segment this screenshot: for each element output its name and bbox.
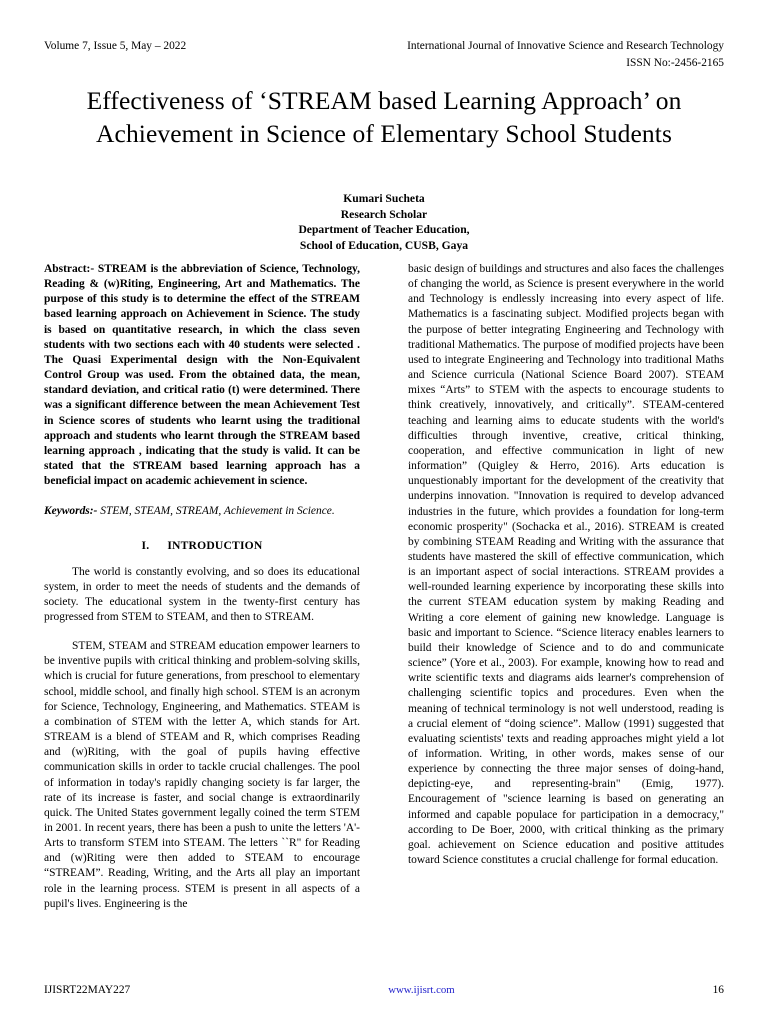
keywords-text: STEM, STEAM, STREAM, Achievement in Science. xyxy=(97,505,335,518)
keywords-line xyxy=(44,504,360,519)
right-column xyxy=(408,262,724,868)
paragraph: The world is constantly evolving, and so does its educational system, in order to meet the needs of students and the demands of society. The educational system in the twenty-first century has progressed from STEM to STEAM, and then to STREAM. xyxy=(44,565,360,623)
section-numeral: I. xyxy=(141,538,150,552)
footer-website xyxy=(130,984,712,996)
volume-issue-label: Volume 7, Issue 5, May – 2022 xyxy=(44,40,187,52)
issn-label: ISSN No:-2456-2165 xyxy=(626,57,724,69)
journal-name-label: International Journal of Innovative Science and Research Technology xyxy=(407,40,724,52)
keywords-label: Keywords:- xyxy=(44,505,98,518)
running-head xyxy=(44,40,724,80)
author-name: Kumari Sucheta xyxy=(343,192,425,205)
abstract-text: Abstract:- STREAM is the abbreviation of Science, Technology, Reading & (w)Riting, Engineering, Art and Mathematics. The purpose of this study is to determine the effect of the STREAM based learning approach on Achievement in Science. The study is based on quantitative research, in which the class seven students with two sections each with 40 students were selected . The Quasi Experimental design with the Non-Equivalent Control Group was used. From the obtained data, the mean, standard deviation, and critical ratio (t) were determined. There was a significant difference between the mean Achievement Test in Science scores of students who learnt using the traditional approach and students who learnt through the STREAM based learning approach , indicating that the study is valid. It can be stated that the STREAM based learning approach has a beneficial impact on academic achievement in science. xyxy=(44,263,360,488)
paragraph: basic design of buildings and structures and also faces the challenges of changing the world, as Science is present everywhere in the world and Technology is endlessly increasing into every aspect of life. Mathematics is a fascinating subject. Modified projects began with the purpose of better integrating Engineering and Technology with traditional Mathematics. The purpose of modified projects have been used to integrate Engineering and Technology into traditional Maths and Science curricula (National Science Board 2007). STEAM mixes “Arts” to STEM with the aspects to encourage students to think creatively, innovatively, and critically”. STEAM-centered teaching and learning aims to educate students with the world's difficulties through inventive, creative, critical thinking, cooperation, and effective communication in light of new information” (Quigley & Herro, 2016). Arts education is unquestionably important for the development of the creativity that underpins innovation. "Innovation is required to develop advanced industries in the future, which provides a foundation for long-term economic prosperity" (Sochacka et al., 2016). STREAM is created by combining STEAM Reading and Writing with the assurance that students have mastered the skill of effective communication, which is an important aspect of social interactions. STREAM provides a well-rounded learning experience by incorporating these skills into the current STEAM education system by making Reading and Writing a core element of gaining new knowledge. Language is basic and important to Science. “Science literacy enables learners to build their knowledge of Science and to do and communicate science” (Yore et al., 2003). For example, knowing how to read and write scientific texts and diagrams aids learner's comprehension of challenging scientific topics and procedures. Even when the meaning of technical terminology is not well understood, reading is a crucial element of “doing science”. Mallow (1991) suggested that evaluating scientists' texts and reading approaches might yield a lot of information. Writing, in other words, makes sense of our experience by connecting the three major senses of doing-hand, depicting-eye, and representing-brain" (Emig, 1977). Encouragement of "science learning is based on generating an informed and capable populace for participation in a democracy," according to De Boer, 2000, with critical thinking as the primary goal. achievement on Science education and positive attitudes toward Science constitutes a crucial challenge for formal education. xyxy=(408,263,724,867)
section-title: INTRODUCTION xyxy=(167,538,263,552)
left-column xyxy=(44,262,360,912)
journal-website-link[interactable]: www.ijisrt.com xyxy=(388,984,455,996)
paragraph: STEM, STEAM and STREAM education empower learners to be inventive pupils with critical thinking and problem-solving skills, which is crucial for future generations, from preschool to elementary school, middle school, and finally high school. STEM is an acronym for Science, Technology, Engineering, and Mathematics. STEAM is a combination of STEM with the letter A, which stands for Art. STREAM is a blend of STEAM and R, which comprises Reading and (w)Riting, with the goal of pupils having effective communication skills in order to tackle crucial challenges. The pool of information in today's rapidly changing society is far larger, the rate of its increase is faster, and social change is extraordinarily quick. The United States government legally coined the term STEM in 2001. In recent years, there has been a push to unite the letters 'A'-Arts to transform STEM into STEAM. The letters ``R" for Reading and (w)Riting were then added to STEAM to encourage “STREAM”. Reading, Writing, and the Arts all play an important role in the learning process. STEM is present in all aspects of a pupil's lives. Engineering is the xyxy=(44,640,360,910)
author-role: Research Scholar xyxy=(340,207,428,221)
title-block xyxy=(70,84,698,150)
page-title: Effectiveness of ‘STREAM based Learning Approach’ on Achievement in Science of Elementary School Students xyxy=(86,86,682,148)
author-department: Department of Teacher Education, xyxy=(298,223,470,237)
section-heading-introduction xyxy=(44,539,360,552)
author-institution: School of Education, CUSB, Gaya xyxy=(299,238,469,252)
author-block xyxy=(0,191,768,253)
page-number-label: 16 xyxy=(712,984,724,996)
paper-id-label: IJISRT22MAY227 xyxy=(44,984,131,996)
page-footer xyxy=(44,984,724,996)
body-columns xyxy=(44,262,724,942)
